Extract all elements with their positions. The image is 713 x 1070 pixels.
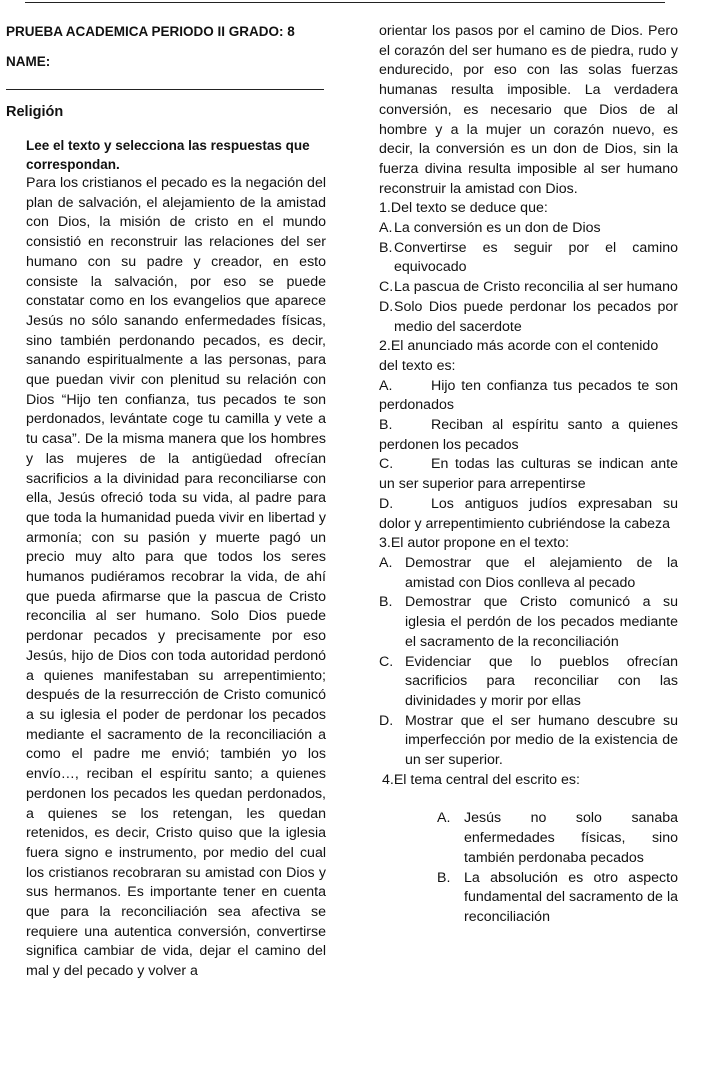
option-text: Hijo ten confianza tus pecados te son perdonados xyxy=(379,377,678,414)
reading-passage-right: orientar los pasos por el camino de Dios. Pero el corazón del ser humano es de piedra, rudo y endurecido, por eso con las solas fuerzas humanas resulta imposible. La verdadera conversión, es necesario que Dios de al hombre y a la mujer un corazón nuevo, es decir, la conversión es un don de Dios, sin la fuerza divina resulta imposible al ser humano reconstruir la amistad con Dios. xyxy=(379,23,678,197)
option-text: Demostrar que Cristo comunicó a su iglesia el perdón de los pecados mediante el sacramento de la reconciliación xyxy=(405,594,678,650)
option-text: La pascua de Cristo reconcilia al ser humano xyxy=(394,279,678,296)
answer-option[interactable] xyxy=(437,869,678,928)
option-text: Mostrar que el ser humano descubre su imperfección por medio de la existencia de un ser superior. xyxy=(405,712,678,769)
option-letter: A. xyxy=(379,554,393,571)
option-letter: A. xyxy=(437,810,451,827)
reading-passage-left: Para los cristianos el pecado es la negación del plan de salvación, el alejamiento de la amistad con Dios, la misión de cristo en el mundo consistió en reconstruir las relaciones del ser humano con su padre y creador, en esto consiste la salvación, por eso se puede constatar como en los evangelios que aparece Jesús no sólo sanando enfermedades físicas, sino también perdonando pecados, es decir, sanando espiritualmente a las personas, para que puedan vivir con plenitud su relación con Dios “Hijo ten confianza, tus pecados te son perdonados, levántate coge tu camilla y vete a tu casa”. De la misma manera que los hombres y las mujeres de la antigüedad ofrecían sacrificios a la divinidad para reconciliarse con ella, Jesús ofreció toda su vida, al padre para que toda la humanidad pueda vivir en libertad y armonía; con su pasión y muerte pagó un precio muy alto para que todos los seres humanos pudiéramos recobrar la vida, de ahí que pueda afirmarse que la pascua de Cristo reconcilia al ser humano. Solo Dios puede perdonar pecados y precisamente por eso Jesús, hijo de Dios con toda autoridad perdonó a quienes manifestaban su arrepentimiento; después de la resurrección de Cristo comunicó a su iglesia el poder de perdonar los pecados mediante el sacramento de la reconciliación a como el padre me envió; también yo los envío…, reciban el espíritu santo; a quienes perdonen los pecados les quedan perdonados, a quienes se los retengan, les quedan retenidos, es decir, Cristo quiso que la iglesia fuera signo e instrumento, por medio del cual los cristianos recobraran su amistad con Dios y sus hermanos. Es importante tener en cuenta que para la reconciliación sea afectiva se requiere una autentica conversión, convertirse significa cambiar de vida, dejar el camino del mal y del pecado y volver a xyxy=(26,175,326,980)
question-prompt: 2.El anunciado más acorde con el contenido del texto es: xyxy=(379,338,659,374)
question-prompt: 3.El autor propone en el texto: xyxy=(379,535,570,552)
top-rule xyxy=(25,2,665,3)
option-letter: D. xyxy=(379,495,394,512)
option-text: Evidenciar que lo pueblos ofrecían sacrificios para reconciliar con las divinidades y morir por ellas xyxy=(405,653,678,709)
left-column xyxy=(6,22,326,982)
option-text: Solo Dios puede perdonar los pecados por medio del sacerdote xyxy=(394,298,678,335)
answer-option[interactable] xyxy=(379,554,678,593)
option-letter: B. xyxy=(379,239,393,256)
answer-option[interactable] xyxy=(379,219,678,239)
answer-option[interactable] xyxy=(379,712,678,771)
answer-option[interactable] xyxy=(379,298,678,337)
option-text: Los antiguos judíos expresaban su dolor y arrepentimiento cubriéndose la cabeza xyxy=(379,495,678,532)
option-letter: B. xyxy=(379,594,393,611)
answer-option[interactable] xyxy=(379,377,678,416)
option-letter: C. xyxy=(379,653,394,670)
answer-option[interactable] xyxy=(379,416,678,455)
option-text: La conversión es un don de Dios xyxy=(394,220,601,237)
question-prompt: 4.El tema central del escrito es: xyxy=(382,771,580,788)
option-letter: C. xyxy=(379,279,394,296)
option-letter: A. xyxy=(379,377,393,394)
option-letter: D. xyxy=(379,298,394,315)
question-prompt: 1.Del texto se deduce que: xyxy=(379,200,548,217)
option-text: Jesús no solo sanaba enfermedades físicas, sino también perdonaba pecados xyxy=(464,810,678,866)
option-text: Demostrar que el alejamiento de la amistad con Dios conlleva al pecado xyxy=(405,554,678,591)
option-text: En todas las culturas se indican ante un ser superior para arrepentirse xyxy=(379,456,678,493)
question-2 xyxy=(379,337,678,534)
option-text: La absolución es otro aspecto fundamental del sacramento de la reconciliación xyxy=(464,869,678,925)
option-letter: A. xyxy=(379,220,393,237)
option-letter: B. xyxy=(379,417,393,434)
name-blank-line[interactable] xyxy=(6,89,324,90)
answer-option[interactable] xyxy=(437,809,678,868)
question-1 xyxy=(379,199,678,337)
option-text: Reciban al espíritu santo a quienes perdonen los pecados xyxy=(379,417,678,453)
option-letter: C. xyxy=(379,456,394,473)
option-text: Convertirse es seguir por el camino equivocado xyxy=(394,239,678,276)
question-3 xyxy=(379,534,678,770)
exam-title: PRUEBA ACADEMICA PERIODO II GRADO: 8 xyxy=(6,24,295,39)
option-letter: B. xyxy=(437,869,451,886)
answer-option[interactable] xyxy=(379,593,678,652)
question-4 xyxy=(379,771,678,928)
answer-option[interactable] xyxy=(379,455,678,494)
subject-heading: Religión xyxy=(6,104,64,120)
answer-option[interactable] xyxy=(379,239,678,278)
instructions: Lee el texto y selecciona las respuestas que correspondan. xyxy=(26,138,310,172)
name-label: NAME: xyxy=(6,54,51,69)
answer-option[interactable] xyxy=(379,495,678,534)
answer-option[interactable] xyxy=(379,278,678,298)
option-letter: D. xyxy=(379,712,394,729)
answer-option[interactable] xyxy=(379,653,678,712)
right-column xyxy=(379,22,678,928)
